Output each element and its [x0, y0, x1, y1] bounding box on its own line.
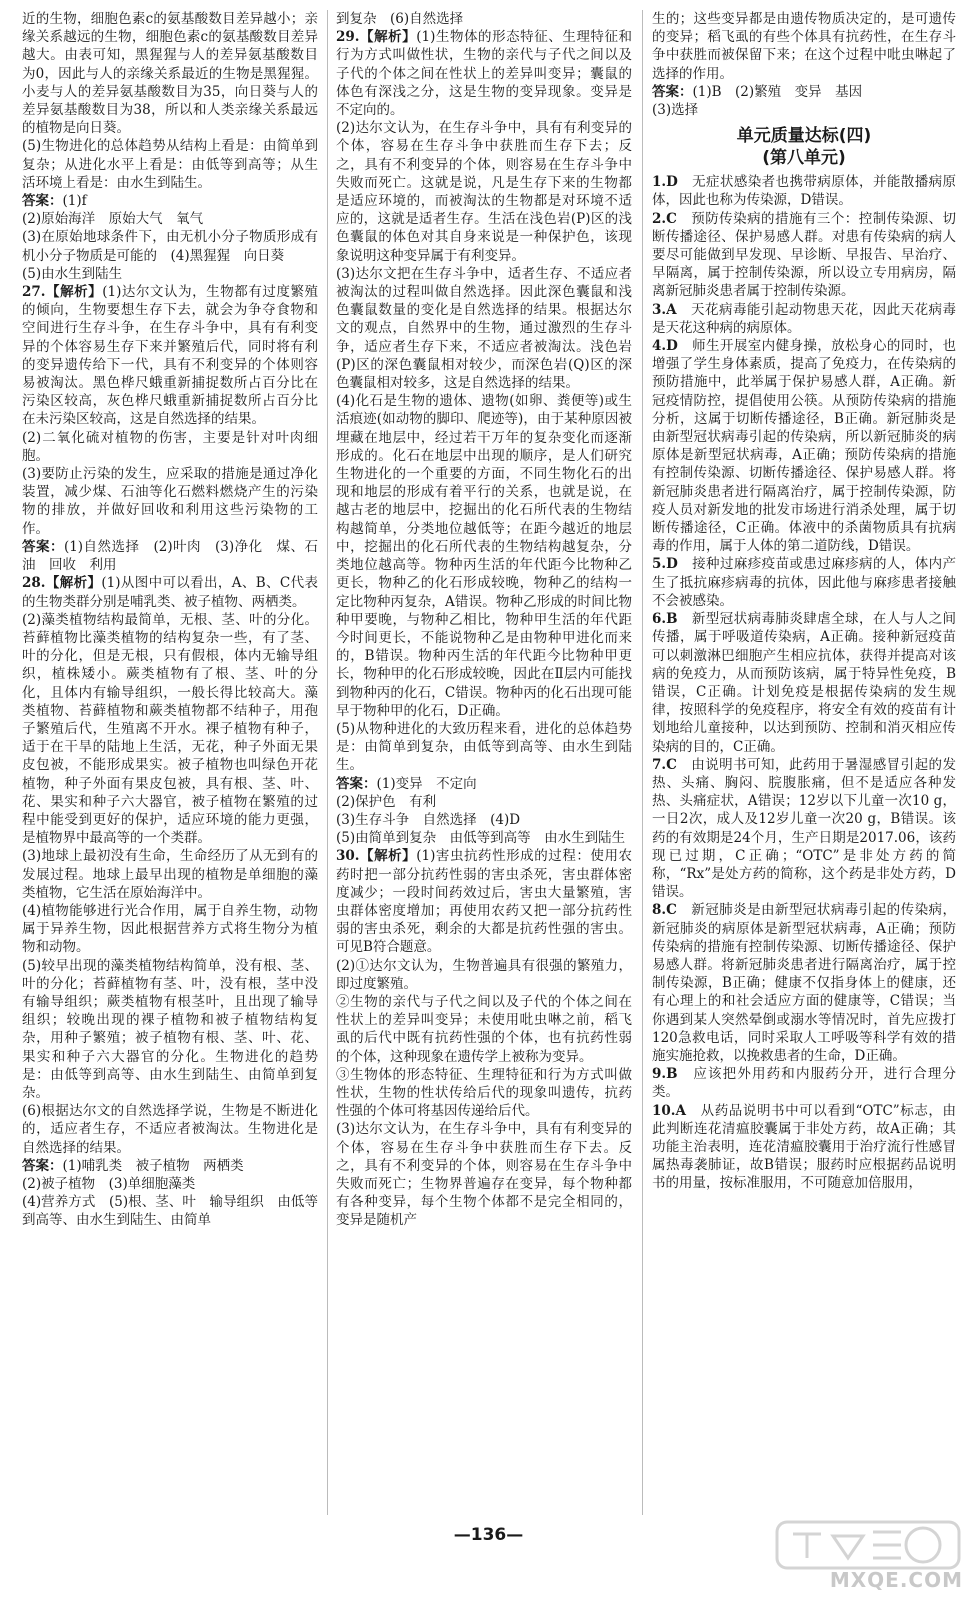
- choice-answer: D: [666, 174, 678, 191]
- paragraph-text: ②生物的亲代与子代之间以及子代的个体之间在性状上的差异叫变异；未使用吡虫啉之前，稻飞虱的后代中既有抗药性强的个体，也有抗药性弱的个体，这种现象在遗传学上被称为变异。: [336, 993, 632, 1065]
- question-number: 28.: [22, 575, 46, 592]
- answer-paragraph: [22, 283, 318, 429]
- column-right-top: [652, 10, 956, 119]
- choice-answer: D: [666, 556, 678, 573]
- answer-paragraph: [22, 265, 318, 283]
- answer-paragraph: [652, 555, 956, 610]
- answer-paragraph: [336, 811, 632, 829]
- watermark-text: MXQE.COM: [829, 1568, 963, 1592]
- paragraph-text: (3)在原始地球条件下，由无机小分子物质形成有机小分子物质是可能的 (4)黑猩猩 向日葵: [22, 229, 318, 264]
- paragraph-text: (3)选择: [652, 102, 699, 119]
- paragraph-text: (5)由简单到复杂 由低等到高等 由水生到陆生: [336, 830, 626, 847]
- question-number: 9.: [652, 1066, 667, 1083]
- column-divider: [327, 10, 328, 1515]
- answer-paragraph: [22, 574, 318, 610]
- question-number: 6.: [652, 611, 667, 628]
- paragraph-text: (3)要防止污染的发生，应采取的措施是通过净化装置，减少煤、石油等化石燃料燃烧产生的污染物的排放，并做好回收和利用这些污染物的工作。: [22, 466, 318, 537]
- section-title: [652, 125, 956, 169]
- choice-answer: A: [675, 1102, 686, 1119]
- answer-paragraph: [336, 775, 632, 793]
- answer-paragraph: [336, 265, 632, 392]
- question-number: 4.: [652, 338, 667, 355]
- choice-answer: C: [666, 756, 677, 773]
- choice-answer: D: [666, 338, 678, 355]
- paragraph-text: (2)①达尔文认为，生物普遍具有很强的繁殖力，即过度繁殖。: [336, 957, 632, 992]
- answer-paragraph: [22, 429, 318, 465]
- answer-paragraph: [652, 1102, 956, 1193]
- answer-paragraph: [336, 993, 632, 1066]
- paragraph-text: 无症状感染者也携带病原体，并能散播病原体，因此也称为传染源，D错误。: [652, 174, 956, 209]
- answer-label: 答案：: [22, 538, 64, 555]
- answer-paragraph: [22, 957, 318, 1103]
- paragraph-text: (3)生存斗争 自然选择 (4)D: [336, 811, 521, 828]
- paragraph-text: (2)原始海洋 原始大气 氧气: [22, 211, 204, 228]
- question-number: 5.: [652, 556, 667, 573]
- paragraph-text: 从药品说明书中可以看到“OTC”标志，由此判断连花清瘟胶囊属于非处方药，故A正确；其功能主治表明，连花清瘟胶囊用于治疗流行性感冒属热毒袭肺证，故B错误；服药时应根据药品说明书的用量，按标准服用，不可随意加倍服用，: [652, 1102, 956, 1192]
- column-left: [22, 10, 318, 1515]
- column-middle: [336, 10, 632, 1515]
- paragraph-text: 预防传染病的措施有三个：控制传染源、切断传播途径、保护易感人群。对患有传染病的病人要尽可能做到早发现、早诊断、早报告、早治疗、早隔离，属于控制传染源，所以设立专用病房，隔离新冠肺炎患者属于控制传染源。: [652, 210, 956, 300]
- question-number: 30.: [336, 848, 360, 865]
- section-title-line2: (第八单元): [762, 148, 846, 169]
- answer-label: 【解析】: [45, 575, 102, 592]
- paragraph-text: (5)较早出现的藻类植物结构简单，没有根、茎、叶的分化；苔藓植物有茎、叶，没有根，茎中没有输导组织；蕨类植物有根茎叶，且出现了输导组织；较晚出现的裸子植物和被子植物结构复杂，用种子繁殖；被子植物有根、茎、叶、花、果实和种子六大器官的分化。生物进化的趋势是：由低等到高等、由水生到陆生、由简单到复杂。: [22, 957, 318, 1101]
- paragraph-text: (1)B (2)繁殖 变异 基因: [692, 83, 863, 100]
- paragraph-text: 应该把外用药和内服药分开，进行合理分类。: [652, 1066, 956, 1101]
- answer-paragraph: [22, 1157, 318, 1175]
- answer-label: 答案：: [652, 83, 693, 100]
- answer-paragraph: [22, 902, 318, 957]
- paragraph-text: (1)哺乳类 被子植物 两栖类: [62, 1157, 244, 1174]
- paragraph-text: 新冠肺炎是由新型冠状病毒引起的传染病，新冠肺炎的病原体是新型冠状病毒，A正确；预防传染病的措施有控制传染源、切断传播途径、保护易感人群。将新冠肺炎患者进行隔离治疗，属于控制传染源，B正确；健康不仅指身体上的健康，还有心理上的和社会适应方面的健康等，C错误；当你遇到某人突然晕倒或溺水等情况时，首先应拨打120急救电话，同时采取人工呼吸等科学有效的措施实施抢救，以挽救患者的生命，D正确。: [652, 902, 956, 1064]
- answer-paragraph: [22, 1102, 318, 1157]
- column-divider: [642, 10, 643, 1515]
- answer-paragraph: [22, 10, 318, 137]
- paragraph-text: (1)达尔文认为，生物都有过度繁殖的倾向，生物要想生存下去，就会为争夺食物和空间进行生存斗争，在生存斗争中，具有有利变异的个体容易生存下来并繁殖后代，同时将有利的变异遗传给下一代，具有不利变异的个体则容易被淘汰。黑色桦尺蛾重新捕捉数所占百分比在污染区较高，灰色桦尺蛾重新捕捉数所占百分比在未污染区较高，这是自然选择的结果。: [22, 284, 318, 428]
- paragraph-text: (2)藻类植物结构最简单，无根、茎、叶的分化。苔藓植物比藻类植物的结构复杂一些，有了茎、叶的分化，但是无根，只有假根，体内无输导组织，植株矮小。蕨类植物有了根、茎、叶的分化，且体内有输导组织，一般长得比较高大。藻类植物、苔藓植物和蕨类植物都不结种子，用孢子繁殖后代，生殖离不开水。裸子植物有种子，适于在干旱的陆地上生活，无花，种子外面无果皮包被，不能形成果实。被子植物也叫绿色开花植物，种子外面有果皮包被，具有根、茎、叶、花、果实和种子六大器官，被子植物在繁殖的过程中能受到更好的保护，适应环境的能力更强，是植物界中最高等的一个类群。: [22, 611, 318, 847]
- paragraph-text: (1)变异 不定向: [376, 775, 477, 792]
- paragraph-text: (1)害虫抗药性形成的过程：使用农药时把一部分抗药性弱的害虫杀死，害虫群体密度减少；一段时间药效过后，害虫大量繁殖，害虫群体密度增加；再使用农药又把一部分抗药性弱的害虫杀死，剩余的大都是抗药性强的害虫。可见B符合题意。: [336, 848, 632, 956]
- paragraph-text: (1)f: [62, 193, 87, 210]
- answer-paragraph: [336, 1066, 632, 1121]
- section-title-line1: 单元质量达标(四): [736, 126, 872, 147]
- answer-paragraph: [22, 1193, 318, 1229]
- answer-label: 【解析】: [359, 848, 417, 865]
- answer-paragraph: [652, 83, 956, 101]
- answer-paragraph: [652, 756, 956, 902]
- question-number: 1.: [652, 174, 667, 191]
- paragraph-text: (5)生物进化的总体趋势从结构上看是：由简单到复杂；从进化水平上看是：由低等到高等；从生活环境上看是：由水生到陆生。: [22, 138, 318, 191]
- answer-paragraph: [652, 101, 956, 119]
- answer-paragraph: [336, 720, 632, 775]
- answer-paragraph: [336, 793, 632, 811]
- paragraph-text: 生的；这些变异都是由遗传物质决定的，是可遗传的变异；稻飞虱的有些个体具有抗药性，在生存斗争中获胜而被保留下来；在这个过程中吡虫啉起了选择的作用。: [652, 11, 956, 82]
- answer-paragraph: [22, 1175, 318, 1193]
- answer-paragraph: [22, 228, 318, 264]
- choice-answer: B: [666, 1066, 678, 1083]
- paragraph-text: (2)被子植物 (3)单细胞藻类: [22, 1176, 196, 1192]
- choice-answer: C: [666, 210, 677, 227]
- choice-answer: A: [666, 301, 677, 318]
- question-number: 27.: [22, 284, 46, 301]
- question-number: 8.: [652, 902, 667, 919]
- answer-paragraph: [336, 847, 632, 956]
- answer-paragraph: [336, 829, 632, 847]
- question-number: 2.: [652, 210, 667, 227]
- answer-paragraph: [336, 28, 632, 119]
- answer-paragraph: [22, 611, 318, 848]
- answer-paragraph: [336, 392, 632, 720]
- paragraph-text: 新型冠状病毒肺炎肆虐全球，在人与人之间传播，属于呼吸道传染病，A正确。接种新冠疫苗可以刺激淋巴细胞产生相应抗体，获得并提高对该病的免疫力，从而预防该病，属于特异性免疫，B错误，C正确。计划免疫是根据传染病的发生规律，按照科学的免疫程序，将安全有效的疫苗有计划地给儿童接种，以达到预防、控制和消灭相应传染病的目的，C正确。: [652, 611, 956, 755]
- choice-answer: B: [666, 611, 678, 628]
- watermark-stamp-icon: [773, 1518, 963, 1572]
- paragraph-text: ③生物体的形态特征、生理特征和行为方式叫做性状，生物的性状传给后代的现象叫遗传，抗药性强的个体可将基因传递给后代。: [336, 1066, 632, 1120]
- answer-paragraph: [652, 901, 956, 1065]
- answer-paragraph: [336, 1120, 632, 1229]
- answer-paragraph: [336, 10, 632, 28]
- paragraph-text: 接种过麻疹疫苗或患过麻疹病的人，体内产生了抵抗麻疹病毒的抗体，因此他与麻疹患者接触不会被感染。: [652, 556, 956, 609]
- answer-label: 答案：: [22, 193, 63, 210]
- answer-paragraph: [652, 301, 956, 337]
- answer-paragraph: [652, 173, 956, 209]
- paragraph-text: 师生开展室内健身操，放松身心的同时，也增强了学生身体素质，提高了免疫力，在传染病的预防措施中，此举属于保护易感人群，A正确。新冠疫情防控，提倡使用公筷。从预防传染病的措施分析，这属于切断传播途径，B正确。新冠肺炎是由新型冠状病毒引起的传染病，所以新冠肺炎的病原体是新型冠状病毒，A正确；预防传染病的措施有控制传染源、切断传播途径、保护易感人群。将新冠肺炎患者进行隔离治疗，属于控制传染源，防疫人员对新发地的批发市场进行消杀处理，属于切断传播途径，C正确。体液中的杀菌物质具有抗病毒的作用，属于人体的第二道防线，D错误。: [652, 338, 956, 555]
- answer-paragraph: [652, 1065, 956, 1101]
- answer-paragraph: [22, 538, 318, 574]
- question-number: 7.: [652, 756, 667, 773]
- paragraph-text: (3)地球上最初没有生命，生命经历了从无到有的发展过程。地球上最早出现的植物是单细胞的藻类植物，它生活在原始海洋中。: [22, 848, 318, 901]
- paragraph-text: (3)达尔文把在生存斗争中，适者生存、不适应者被淘汰的过程叫做自然选择。因此深色囊鼠和浅色囊鼠数量的变化是自然选择的结果。根据达尔文的观点，自然界中的生物，通过激烈的生存斗争，适应者生存下来，不适应者被淘汰。浅色岩(P)区的深色囊鼠相对较少，而深色岩(Q)区的深色囊鼠相对较多，这是自然选择的结果。: [336, 265, 632, 392]
- answer-label: 【解析】: [45, 284, 103, 301]
- answer-paragraph: [652, 610, 956, 756]
- answer-paragraph: [652, 337, 956, 555]
- paragraph-text: 近的生物，细胞色素c的氨基酸数目差异越小；亲缘关系越远的生物，细胞色素c的氨基酸数目差异越大。由表可知，黑猩猩与人的差异氨基酸数目为0，因此与人的亲缘关系最近的生物是黑猩猩。小麦与人的差异氨基酸数目为35，向日葵与人的差异氨基酸数目为38，所以和人类亲缘关系最远的植物是向日葵。: [22, 11, 318, 137]
- answer-paragraph: [22, 210, 318, 228]
- paragraph-text: (5)从物种进化的大致历程来看，进化的总体趋势是：由简单到复杂，由低等到高等、由水生到陆生。: [336, 720, 632, 774]
- paragraph-text: (1)自然选择 (2)叶肉 (3)净化 煤、石油 回收 利用: [22, 538, 318, 574]
- paragraph-text: (1)生物体的形态特征、生理特征和行为方式叫做性状，生物的亲代与子代之间以及子代的个体之间在性状上的差异叫变异；囊鼠的体色有深浅之分，这是生物的变异现象。变异是不定向的。: [336, 29, 632, 119]
- question-number: 10.: [652, 1102, 676, 1119]
- answer-paragraph: [336, 957, 632, 993]
- answer-paragraph: [22, 847, 318, 902]
- paragraph-text: (2)二氧化硫对植物的伤害，主要是针对叶肉细胞。: [22, 429, 318, 464]
- paragraph-text: (3)达尔文认为，在生存斗争中，具有有利变异的个体，容易在生存斗争中获胜而生存下去。反之，具有不利变异的个体，则容易在生存斗争中失败而死亡；生物界普遍存在变异，每个物种都有各种变异，每个生物个体都不是完全相同的，变异是随机产: [336, 1121, 632, 1229]
- paragraph-text: (2)达尔文认为，在生存斗争中，具有有利变异的个体，容易在生存斗争中获胜而生存下去；反之，具有不利变异的个体，则容易在生存斗争中失败而死亡。这就是说，凡是生存下来的生物都是适应环境的，而被淘汰的生物都是对环境不适应的，这就是适者生存。生活在浅色岩(P)区的浅色囊鼠的体色对其自身来说是一种保护色，该现象说明这种变异属于有利变异。: [336, 120, 632, 264]
- paragraph-text: (4)化石是生物的遗体、遗物(如卵、粪便等)或生活痕迹(如动物的脚印、爬迹等)，由于某种原因被埋藏在地层中，经过若干万年的复杂变化而逐渐形成的。化石在地层中出现的顺序，是人们研究生物进化的一个重要的方面，不同生物化石的出现和地层的形成有着平行的关系，也就是说，在越古老的地层中，挖掘出的化石所代表的生物结构越简单，分类地位越低等；在距今越近的地层中，挖掘出的化石所代表的生物结构越复杂，分类地位越高等。物种丙生活的年代距今比物种乙更长，物种乙的化石形成较晚，物种乙的结构一定比物种丙复杂，A错误。物种乙形成的时间比物种甲要晚，与物种乙相比，物种甲生活的年代距今时间更长，不能说物种乙是由物种甲进化而来的，B错误。物种丙生活的年代距今比物种甲更长，物种甲的化石形成较晚，因此在Ⅱ层内可能找到物种丙的化石，C错误。物种丙的化石出现可能早于物种甲的化石，D正确。: [336, 393, 632, 719]
- paragraph-text: 由说明书可知，此药用于暑湿感冒引起的发热、头痛、胸闷、脘腹胀痛，但不是适应各种发热、头痛症状，A错误；12岁以下儿童一次10 g，一日2次，成人及12岁儿童一次20 g，B错误。该药的有效期是24个月，生产日期是2017.06，该药现已过期，C正确；“OTC”是非处方药的简称，“Rx”是处方药的简称，这个药是非处方药，D错误。: [652, 756, 956, 901]
- column-right: [652, 10, 956, 1515]
- question-number: 29.: [336, 29, 360, 46]
- paragraph-text: (4)营养方式 (5)根、茎、叶 输导组织 由低等到高等、由水生到陆生、由简单: [22, 1194, 318, 1229]
- answer-paragraph: [22, 137, 318, 192]
- paragraph-text: (4)植物能够进行光合作用，属于自养生物，动物属于异养生物，因此根据营养方式将生物分为植物和动物。: [22, 902, 318, 956]
- choice-answer: C: [666, 902, 677, 919]
- paragraph-text: (1)从图中可以看出，A、B、C代表的生物类群分别是哺乳类、被子植物、两栖类。: [22, 575, 318, 610]
- watermark-logo: [773, 1518, 963, 1592]
- question-number: 3.: [652, 301, 667, 318]
- answer-label: 答案：: [22, 1157, 63, 1174]
- answer-paragraph: [652, 10, 956, 83]
- paragraph-text: 天花病毒能引起动物患天花，因此天花病毒是天花这种病的病原体。: [652, 301, 956, 336]
- paragraph-text: (5)由水生到陆生: [22, 265, 123, 282]
- column-right-answers: [652, 173, 956, 1192]
- answer-paragraph: [22, 465, 318, 538]
- answer-paragraph: [652, 210, 956, 301]
- answer-paragraph: [22, 192, 318, 210]
- answer-label: 【解析】: [359, 29, 417, 46]
- paragraph-text: (6)根据达尔文的自然选择学说，生物是不断进化的，适应者生存，不适应者被淘汰。生物进化是自然选择的结果。: [22, 1103, 318, 1156]
- answer-label: 答案：: [336, 775, 377, 792]
- answer-paragraph: [336, 119, 632, 265]
- page-number: —136—: [453, 1525, 524, 1545]
- paragraph-text: 到复杂 (6)自然选择: [336, 11, 464, 27]
- paragraph-text: (2)保护色 有利: [336, 793, 437, 810]
